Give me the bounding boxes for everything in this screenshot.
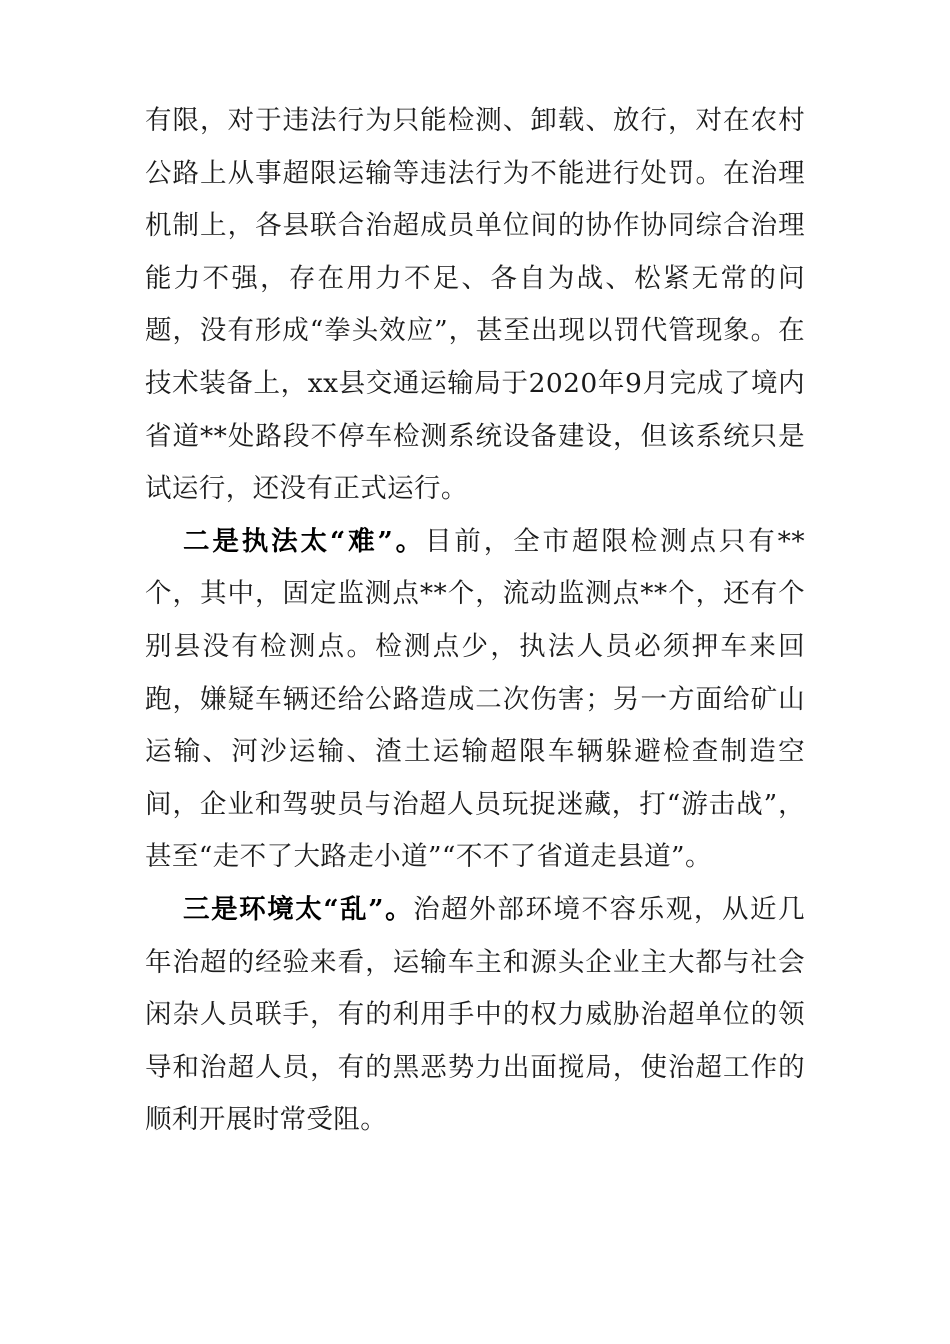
paragraph-1-text: 有限，对于违法行为只能检测、卸载、放行，对在农村公路上从事超限运输等违法行为不能进行处罚。在治理机制上，各县联合治超成员单位间的协作协同综合治理能力不强，存在用力不足、各自为战、松紧无常的问题，没有形成“拳头效应”，甚至出现以罚代管现象。在技术装备上，xx县交通运输局于2020年9月完成了境内省道**处路段不停车检测系统设备建设，但该系统只是试运行，还没有正式运行。 bbox=[145, 105, 805, 505]
paragraph-2 bbox=[145, 516, 805, 884]
paragraph-2-text: 目前，全市超限检测点只有**个，其中，固定监测点**个，流动监测点**个，还有个别县没有检测点。检测点少，执法人员必须押车来回跑，嫌疑车辆还给公路造成二次伤害；另一方面给矿山运输、河沙运输、渣土运输超限车辆躲避检查制造空间，企业和驾驶员与治超人员玩捉迷藏，打“游击战”，甚至“走不了大路走小道”“不不了省道走县道”。 bbox=[145, 525, 805, 873]
paragraph-3-heading: 三是环境太“乱”。 bbox=[183, 893, 414, 925]
paragraph-3-text: 治超外部环境不容乐观，从近几年治超的经验来看，运输车主和源头企业主大都与社会闲杂人员联手，有的利用手中的权力威胁治超单位的领导和治超人员，有的黑恶势力出面搅局，使治超工作的顺利开展时常受阻。 bbox=[145, 893, 805, 1136]
paragraph-2-heading: 二是执法太“难”。 bbox=[183, 525, 425, 557]
paragraph-1 bbox=[145, 95, 805, 516]
document-body bbox=[145, 95, 805, 1147]
paragraph-3 bbox=[145, 884, 805, 1147]
